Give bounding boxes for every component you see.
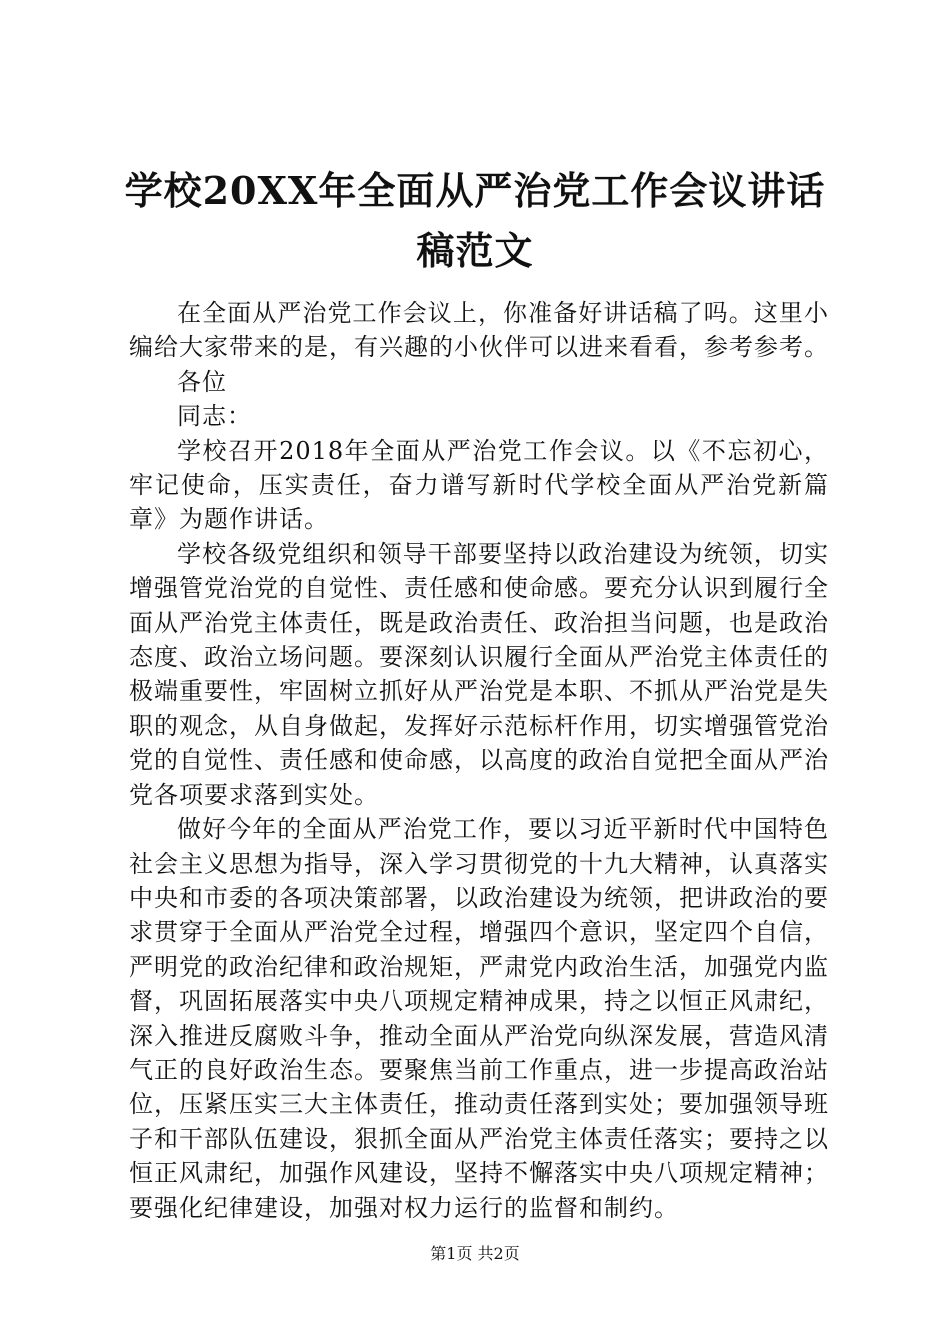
paragraph-salutation-line2: 同志： [177, 402, 252, 431]
document-body [129, 296, 829, 1225]
document-title: 学校20XX年全面从严治党工作会议讲话稿范文 [124, 168, 826, 273]
page-footer: 第1页 共2页 [430, 1244, 520, 1263]
paragraph-salutation-line1: 各位 [177, 367, 227, 396]
paragraph-meeting: 学校召开2018年全面从严治党工作会议。以《不忘初心，牢记使命，压实责任，奋力谱写新时代学校全面从严治党新篇章》为题作讲话。 [129, 436, 829, 534]
paragraph-intro: 在全面从严治党工作会议上，你准备好讲话稿了吗。这里小编给大家带来的是，有兴趣的小伙伴可以进来看看，参考参考。 [129, 299, 829, 362]
paragraph-work-plan: 做好今年的全面从严治党工作，要以习近平新时代中国特色社会主义思想为指导，深入学习贯彻党的十九大精神，认真落实中央和市委的各项决策部署，以政治建设为统领，把讲政治的要求贯穿于全面从严治党全过程，增强四个意识，坚定四个自信，严明党的政治纪律和政治规矩，严肃党内政治生活，加强党内监督，巩固拓展落实中央八项规定精神成果，持之以恒正风肃纪，深入推进反腐败斗争，推动全面从严治党向纵深发展，营造风清气正的良好政治生态。要聚焦当前工作重点，进一步提高政治站位，压紧压实三大主体责任，推动责任落到实处；要加强领导班子和干部队伍建设，狠抓全面从严治党主体责任落实；要持之以恒正风肃纪，加强作风建设，坚持不懈落实中央八项规定精神；要强化纪律建设，加强对权力运行的监督和制约。 [129, 815, 829, 1222]
paragraph-responsibility: 学校各级党组织和领导干部要坚持以政治建设为统领，切实增强管党治党的自觉性、责任感和使命感。要充分认识到履行全面从严治党主体责任，既是政治责任、政治担当问题，也是政治态度、政治立场问题。要深刻认识履行全面从严治党主体责任的极端重要性，牢固树立抓好从严治党是本职、不抓从严治党是失职的观念，从自身做起，发挥好示范标杆作用，切实增强管党治党的自觉性、责任感和使命感，以高度的政治自觉把全面从严治党各项要求落到实处。 [129, 539, 829, 809]
